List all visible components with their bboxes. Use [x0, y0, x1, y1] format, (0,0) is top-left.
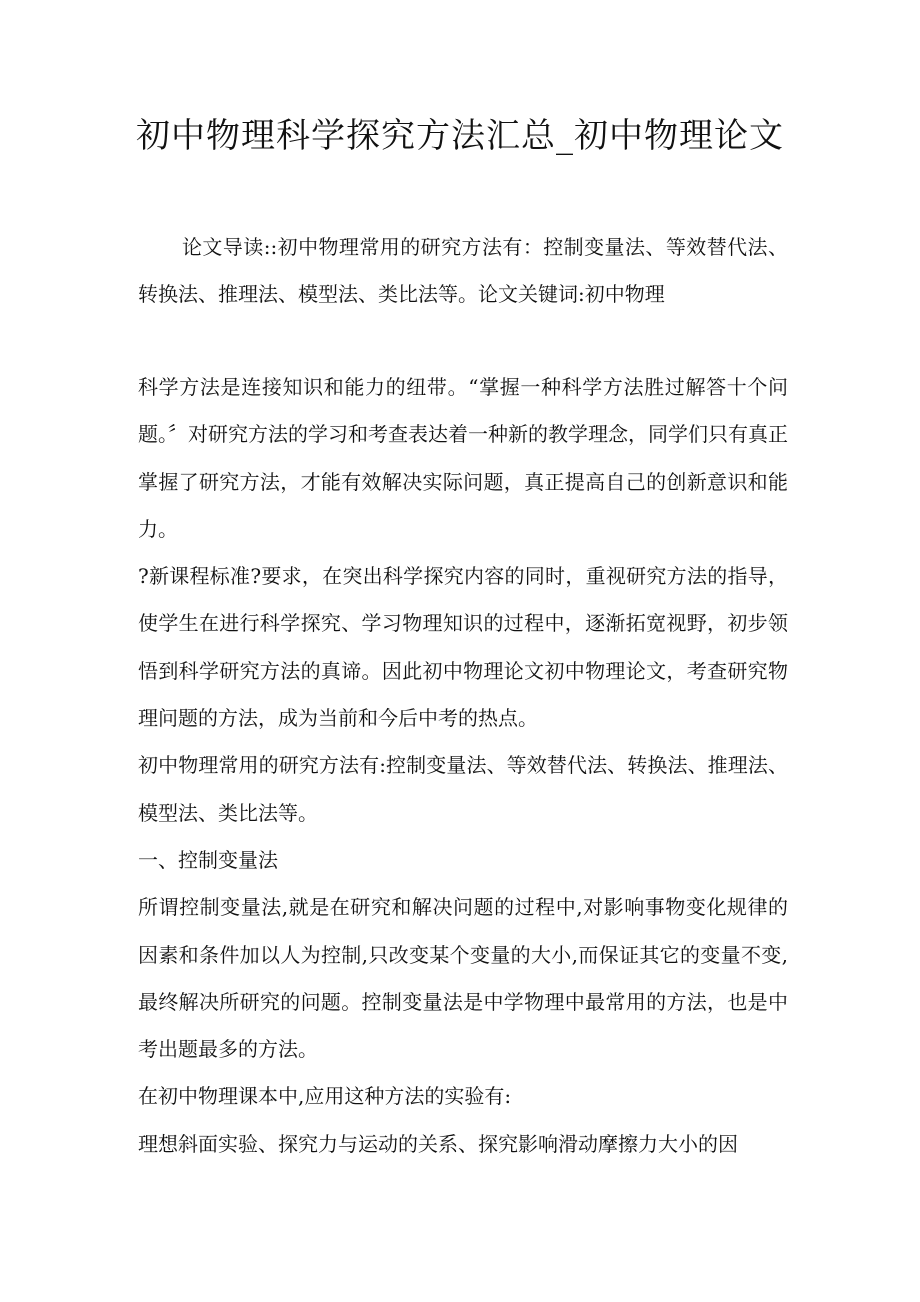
document-title: 初中物理科学探究方法汇总_初中物理论文	[136, 116, 784, 156]
paragraph-experiments-list: 理想斜面实验、探究力与运动的关系、探究影响滑动摩擦力大小的因	[138, 1131, 738, 1156]
paragraph-science-method: 科学方法是连接知识和能力的纽带。“掌握一种科学方法胜过解答十个问题。〞对研究方法的学习和考查表达着一种新的教学理念，同学们只有真正掌握了研究方法，才能有效解决实际问题，真正提高自己的创新意识和能力。	[138, 375, 788, 541]
paragraph-experiments-intro: 在初中物理课本中,应用这种方法的实验有:	[138, 1084, 512, 1109]
section-heading-control-variable: 一、控制变量法	[138, 847, 278, 872]
paragraph-common-methods: 初中物理常用的研究方法有:控制变量法、等效替代法、转换法、推理法、模型法、类比法等。	[138, 753, 788, 825]
intro-paragraph: 论文导读::初中物理常用的研究方法有：控制变量法、等效替代法、转换法、推理法、模型法、类比法等。论文关键词:初中物理	[138, 235, 788, 307]
body-text	[138, 364, 788, 1168]
paragraph-curriculum-standard: ?新课程标准?要求，在突出科学探究内容的同时，重视研究方法的指导，使学生在进行科学探究、学习物理知识的过程中，逐渐拓宽视野，初步领悟到科学研究方法的真谛。因此初中物理论文初中物理论文，考查研究物理问题的方法，成为当前和今后中考的热点。	[138, 564, 788, 731]
paragraph-control-variable-definition: 所谓控制变量法,就是在研究和解决问题的过程中,对影响事物变化规律的因素和条件加以人为控制,只改变某个变量的大小,而保证其它的变量不变,最终解决所研究的问题。控制变量法是中学物理中最常用的方法，也是中考出题最多的方法。	[138, 895, 788, 1062]
